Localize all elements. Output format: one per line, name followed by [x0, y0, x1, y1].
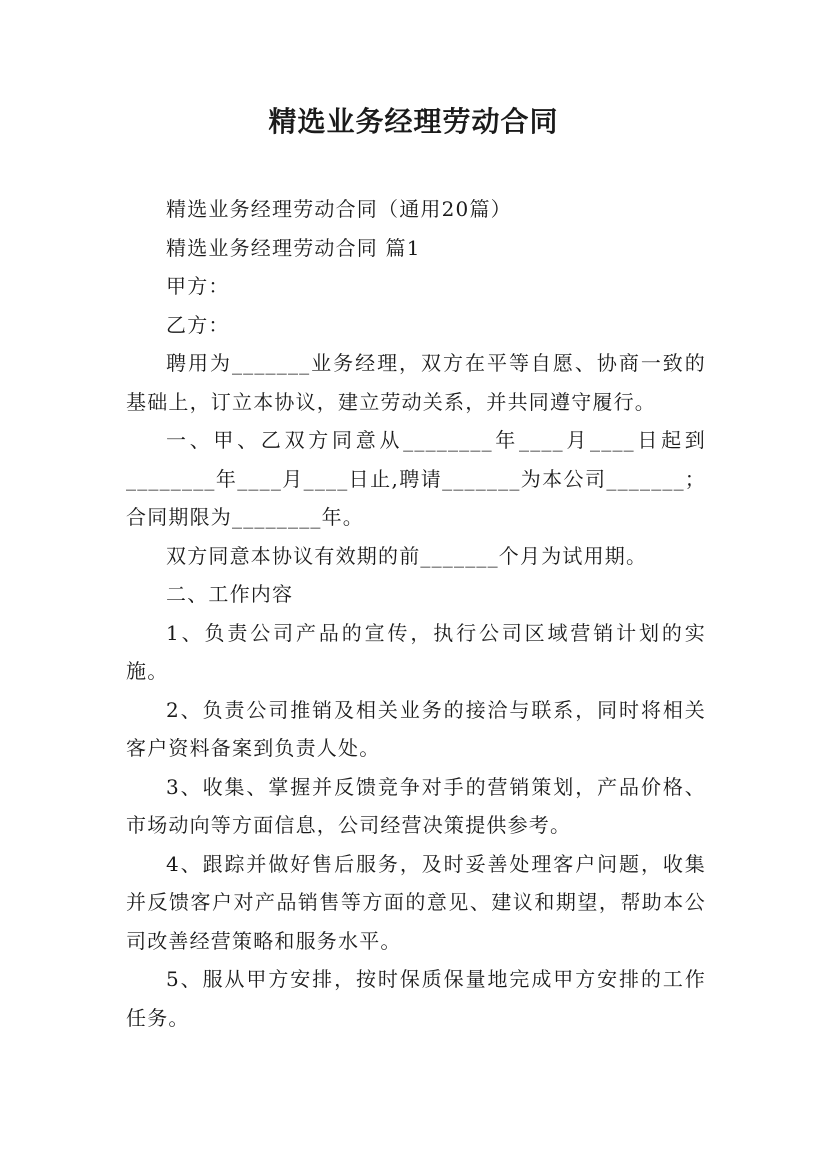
paragraph-duty-4: 4、跟踪并做好售后服务，及时妥善处理客户问题，收集并反馈客户对产品销售等方面的意见、建议和期望，帮助本公司改善经营策略和服务水平。 [126, 851, 706, 953]
paragraph-duty-2: 2、负责公司推销及相关业务的接洽与联系，同时将相关客户资料备案到负责人处。 [126, 697, 706, 760]
paragraph-term: 一、甲、乙双方同意从________年____月____日起到________年____月____日止,聘请_______为本公司_______；合同期限为________年。 [126, 428, 706, 529]
paragraph-duty-5: 5、服从甲方安排，按时保质保量地完成甲方安排的工作任务。 [126, 967, 706, 1030]
paragraph-subtitle: 精选业务经理劳动合同（通用20篇） [166, 197, 512, 221]
paragraph-duty-1: 1、负责公司产品的宣传，执行公司区域营销计划的实施。 [126, 620, 706, 683]
paragraph-probation: 双方同意本协议有效期的前_______个月为试用期。 [166, 543, 648, 568]
paragraph-employment: 聘用为_______业务经理，双方在平等自愿、协商一致的基础上，订立本协议，建立劳动关系，并共同遵守履行。 [126, 351, 706, 414]
paragraph-party-a: 甲方： [166, 274, 230, 298]
paragraph-work-content-heading: 二、工作内容 [166, 582, 294, 606]
paragraph-duty-3: 3、收集、掌握并反馈竞争对手的营销策划，产品价格、市场动向等方面信息，公司经营决策提供参考。 [126, 774, 706, 837]
paragraph-section-heading: 精选业务经理劳动合同 篇1 [166, 235, 421, 260]
document-body [126, 190, 706, 1037]
document-title: 精选业务经理劳动合同 [268, 105, 559, 138]
paragraph-party-b: 乙方： [166, 312, 230, 337]
